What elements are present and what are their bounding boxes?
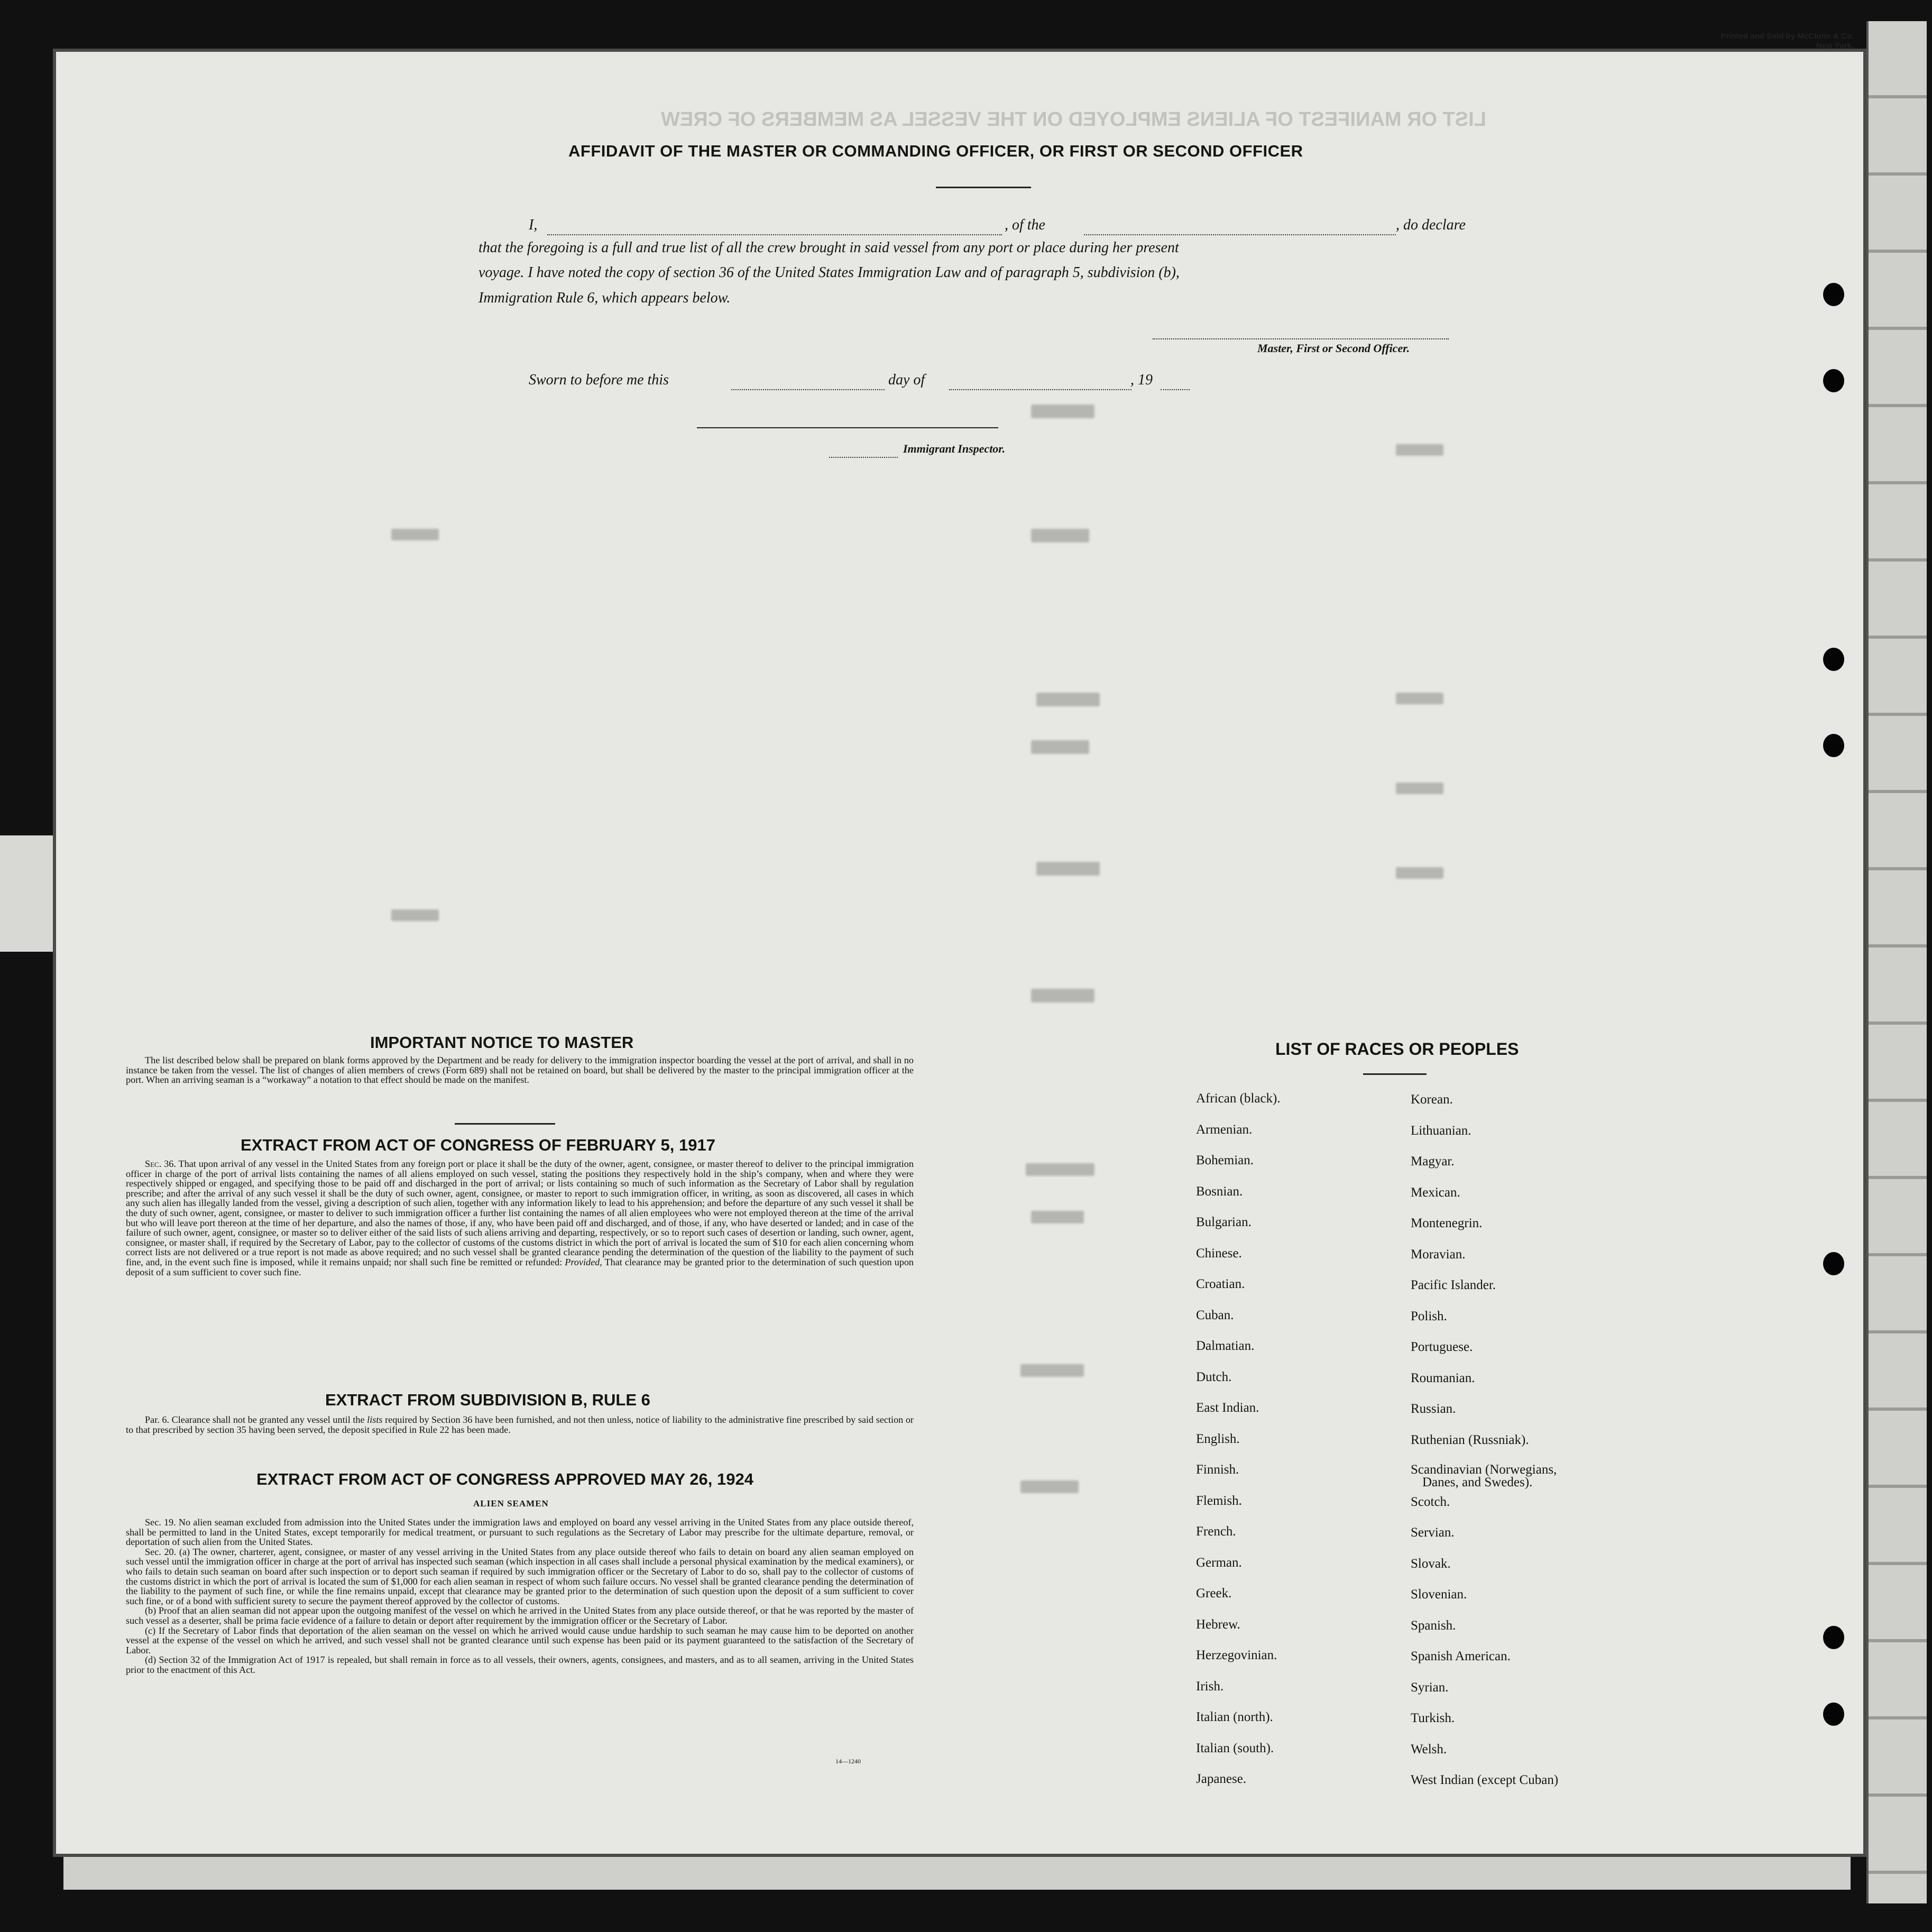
race-label: Chinese. [1196,1246,1242,1261]
sworn-year-field[interactable] [1161,389,1190,390]
vessel-name-field[interactable] [1084,234,1396,235]
race-item [1411,1618,1558,1650]
punch-hole [1823,1703,1844,1726]
race-label: Dalmatian. [1196,1339,1255,1353]
race-item [1411,1557,1558,1588]
declare-do-declare-label: , do declare [1396,217,1466,233]
race-label: Irish. [1196,1679,1224,1694]
race-label: Cuban. [1196,1308,1234,1322]
sworn-day-field[interactable] [731,389,885,390]
race-item [1411,1525,1558,1557]
race-item [1196,1462,1281,1494]
race-label: Magyar. [1411,1154,1455,1169]
race-label: Bohemian. [1196,1153,1254,1167]
extract-1924-sec20c-text: (c) If the Secretary of Labor finds that deportation of the alien seaman on the vessel on which he arrived would cause undue hardship to such seaman he may cause him to be deported on another vessel at the expense of the vessel on which he arrived, and such vessel shall not be granted clearance until such expense has been paid or its payment guaranteed to the satisfaction of the Secretary of Labor. [126,1625,914,1655]
race-item [1196,1617,1281,1649]
race-item [1196,1246,1281,1277]
declare-i-label: I, [529,217,538,233]
ghost-header-bleed-through: LIST OR MANIFEST OF ALIENS EMPLOYED ON THE VESSEL AS MEMBERS OF CREW [661,108,1486,131]
declaration-line-1: that the foregoing is a full and true list of all the crew brought in said vessel from any port or place during her present [479,240,1179,256]
race-item [1411,1711,1558,1742]
race-item [1411,1649,1558,1680]
extract-1924-sec20b [126,1606,914,1625]
form-number: 14—1240 [835,1758,861,1765]
punch-hole [1823,1252,1844,1275]
race-label: East Indian. [1196,1401,1259,1415]
inspector-label: Immigrant Inspector. [903,442,1006,455]
race-item [1196,1091,1281,1123]
race-item [1196,1432,1281,1463]
declaration-line-2: voyage. I have noted the copy of section 36 of the United States Immigration Law and of paragraph 5, subdivision (b), [479,264,1180,281]
extract-rule6-text-b: required by Section 36 have been furnished, and not then unless, notice of liability to the administrative fine prescribed by said section or to that prescribed by section 35 having been served, the deposit specified in Rule 22 has been made. [126,1414,914,1435]
race-label: Italian (north). [1196,1710,1273,1724]
race-item [1411,1124,1558,1155]
affidavit-title: AFFIDAVIT OF THE MASTER OR COMMANDING OFFICER, OR FIRST OR SECOND OFFICER [568,142,1303,160]
declare-of-the-label: , of the [1005,217,1045,233]
race-label: Bulgarian. [1196,1215,1252,1229]
race-label: African (black). [1196,1091,1281,1106]
punch-hole [1823,283,1844,306]
section-divider [455,1123,555,1125]
race-item [1411,1309,1558,1340]
race-label: Bosnian. [1196,1184,1243,1199]
extract-1917-body: That upon arrival of any vessel in the United States from any foreign port or place it shall be the duty of the owner, agent, consignee, or master thereof to deliver to the principal immigration officer in charge of the port of arrival lists containing the names of all aliens employed on such vessel, stating the positions they respectively hold in the ship’s company, when and where they were respectively shipped or engaged, and specifying those to be paid off and discharged in the port of arrival; or lists containing so much of such information as the Secretary of Labor shall by regulation prescribe; and after the arrival of any such vessel it shall be the duty of such owner, agent, consignee, or master to report to such immigration officer, in writing, as soon as discovered, all cases in which any such alien has illegally landed from the vessel, giving a description of such alien, together with any information likely to lead to his apprehension; and before the departure of any such vessel it shall be the duty of such owner, agent, consignee, or master to deliver to such immigration officer a further list containing the names of all alien employees who were not employed thereon at the time of the arrival but who will leave port thereon at the time of her departure, and also the names of those, if any, who have been paid off and discharged, and of those, if any, who have deserted or landed; and in case of the failure of such owner, agent, consignee, or master so to deliver either of the said lists of such aliens arriving and departing, respectively, or so to report such cases of desertion or landing, such owner, agent, consignee, or master shall, if required by the Secretary of Labor, pay to the collector of customs of the customs district in which the port of arrival is located the sum of $10 for each alien concerning whom correct lists are not delivered or a true report is not made as above required; and no such vessel shall be granted clearance pending the determination of the question of the liability to the payment of such fine, and, in the event such fine is imposed, while it remains unpaid; nor shall such fine be remitted or refunded: [126,1158,914,1267]
underlying-sheet-edge [1866,21,1927,1903]
extract-1924-sec20a [126,1547,914,1606]
race-item [1411,1587,1558,1618]
sworn-label: Sworn to before me this [529,372,669,388]
race-label: Syrian. [1411,1680,1449,1695]
race-label: German. [1196,1555,1242,1570]
race-item [1196,1556,1281,1587]
race-label: Italian (south). [1196,1741,1274,1755]
race-item [1411,1371,1558,1402]
race-item [1196,1184,1281,1216]
extract-1917-section-number: Sec. 36. [145,1158,176,1169]
race-item [1411,1092,1558,1124]
race-label: Spanish. [1411,1618,1456,1633]
extract-1917-proviso-word: Provided, [565,1256,602,1267]
extract-1917-text [126,1159,914,1277]
race-label: Montenegrin. [1411,1216,1483,1230]
race-item [1196,1710,1281,1741]
race-item [1196,1153,1281,1184]
inspector-signature-field[interactable] [697,427,998,428]
races-title: LIST OF RACES OR PEOPLES [1275,1039,1519,1059]
race-label: Scotch. [1411,1494,1450,1509]
punch-hole [1823,648,1844,671]
race-label: Slovenian. [1411,1587,1467,1602]
extract-rule6-text-a: Par. 6. Clearance shall not be granted any vessel until the [145,1414,365,1425]
punch-hole [1823,1626,1844,1649]
race-label: Finnish. [1196,1462,1239,1477]
race-label: Dutch. [1196,1369,1232,1384]
race-label: Russian. [1411,1402,1456,1416]
race-item [1411,1340,1558,1371]
extract-1917-proviso: That clearance may be granted prior to the determination of such question upon deposit of a sum sufficient to cover such fine. [126,1256,914,1277]
race-item [1411,1773,1558,1804]
extract-1924-sec19-text: Sec. 19. No alien seaman excluded from admission into the United States under the immigration laws and employed on board any vessel arriving in the United States from any place outside thereof, shall be permitted to land in the United States, except temporarily for medical treatment, or pursuant to such regulations as the Secretary of Labor may prescribe for the ultimate departure, removal, or deportation of such alien from the United States. [126,1517,914,1548]
race-label: Slovak. [1411,1556,1451,1571]
extract-rule6-text [126,1415,914,1434]
race-label: Polish. [1411,1309,1447,1323]
extract-1924-sec19 [126,1517,914,1547]
race-item [1196,1308,1281,1339]
race-item [1196,1741,1281,1772]
notice-text [126,1055,914,1085]
extract-rule6-title: EXTRACT FROM SUBDIVISION B, RULE 6 [325,1391,650,1409]
race-item [1411,1216,1558,1247]
race-label: Moravian. [1411,1247,1466,1262]
race-label: Hebrew. [1196,1617,1240,1632]
race-item [1411,1495,1558,1526]
race-item [1196,1679,1281,1710]
race-item [1196,1339,1281,1370]
race-item [1196,1277,1281,1308]
race-label: Croatian. [1196,1277,1245,1291]
race-item [1196,1524,1281,1556]
race-label: French. [1196,1524,1236,1539]
race-label: Scandinavian (Norwegians, [1411,1462,1557,1477]
race-item [1196,1401,1281,1432]
extract-1924-body [126,1517,914,1675]
extract-1924-sec20b-text: (b) Proof that an alien seaman did not appear upon the outgoing manifest of the vessel on which he arrived in the United States from any place outside thereof, or that he was reported by the master of such vessel as a deserter, shall be prima facie evidence of a failure to detain or deport after requirement by the immigration officer or the Secretary of Labor. [126,1605,914,1626]
race-label: Armenian. [1196,1122,1253,1137]
race-item [1411,1278,1558,1309]
extract-1924-sec20c [126,1626,914,1655]
sworn-month-field[interactable] [949,389,1131,390]
extract-1924-sec20a-text: Sec. 20. (a) The owner, charterer, agent, consignee, or master of any vessel arriving in the United States from any place outside thereof who fails to detain on board any alien seaman employed on such vessel until the immigration officer in charge at the port of arrival has inspected such seaman (which inspection in all cases shall include a personal physical examination by the medical examiners), or who fails to detain such seaman on board after such inspection or to deport such seaman if required by such immigration officer or the Secretary of Labor to do so, shall pay to the collector of customs of the customs district in which the port of arrival is located the sum of $1,000 for each alien seaman in respect of whom such failure occurs. No vessel shall be granted clearance pending the determination of the liability to the payment of such fine, or while the fine remains unpaid, except that clearance may be granted prior to the determination of such question upon the deposit of a sum sufficient to cover such fine, or of a bond with sufficient surety to secure the payment thereof approved by the collector of customs. [126,1546,914,1606]
race-label: Korean. [1411,1092,1453,1107]
race-label: Pacific Islander. [1411,1278,1496,1292]
race-label: Roumanian. [1411,1370,1475,1385]
race-item [1196,1370,1281,1401]
race-item [1411,1402,1558,1433]
notice-text-body: The list described below shall be prepared on blank forms approved by the Department and be ready for delivery to the immigration inspector boarding the vessel at the port of arrival, and shall in no instance be taken from the vessel. The list of changes of alien members of crews (Form 689) shall not be retained on board, but shall be delivered by the master to the principal immigration officer at the port. When an arriving seaman is a “workaway” a notation to that effect should be made on the manifest. [126,1055,914,1085]
race-label: Lithuanian. [1411,1123,1471,1138]
printer-imprint-line-2: New York. [1816,41,1854,50]
sworn-day-of-label: day of [888,372,925,388]
race-label: Japanese. [1196,1772,1247,1786]
race-label: Spanish American. [1411,1649,1511,1663]
punch-hole [1823,734,1844,757]
race-label: Ruthenian (Russniak). [1411,1432,1529,1447]
races-column-2 [1411,1092,1558,1804]
race-label: Greek. [1196,1586,1232,1600]
punch-hole [1823,369,1844,392]
inspector-signature-leader [829,457,898,458]
race-item [1196,1586,1281,1617]
race-label: Servian. [1411,1525,1455,1540]
race-label-continuation: Danes, and Swedes). [1422,1475,1533,1489]
officer-signature-field[interactable] [1153,338,1449,339]
extract-1924-subtitle: ALIEN SEAMEN [473,1498,549,1508]
officer-signature-label: Master, First or Second Officer. [1257,342,1410,355]
title-divider [936,187,1031,188]
race-label: Flemish. [1196,1493,1242,1508]
declaration-line-3: Immigration Rule 6, which appears below. [479,290,731,306]
race-item [1411,1433,1558,1464]
races-divider [1363,1073,1427,1075]
race-item [1196,1123,1281,1154]
declarant-name-field[interactable] [547,234,1002,235]
race-label: Turkish. [1411,1711,1455,1725]
race-label: Welsh. [1411,1742,1447,1756]
race-item [1196,1494,1281,1525]
race-label: Mexican. [1411,1185,1460,1200]
printer-imprint-line-1: Printed and Sold by McClunn & Co. [1721,32,1854,41]
race-item [1411,1742,1558,1773]
race-item [1411,1154,1558,1185]
races-column-1 [1196,1091,1281,1803]
extract-1917-title: EXTRACT FROM ACT OF CONGRESS OF FEBRUARY 5, 1917 [241,1136,715,1154]
extract-1924-title: EXTRACT FROM ACT OF CONGRESS APPROVED MAY 26, 1924 [256,1470,753,1488]
race-item [1196,1648,1281,1679]
race-item [1411,1464,1558,1495]
extract-1924-sec20d [126,1655,914,1675]
race-label: Herzegovinian. [1196,1648,1277,1662]
race-item [1411,1680,1558,1712]
printer-imprint [1721,32,1854,51]
race-item [1196,1215,1281,1246]
extract-rule6-lists-word: lists [367,1414,383,1425]
race-label: English. [1196,1431,1240,1446]
race-item [1411,1185,1558,1217]
sworn-year-prefix: , 19 [1130,372,1153,388]
race-label: Portuguese. [1411,1340,1473,1354]
notice-title: IMPORTANT NOTICE TO MASTER [370,1033,634,1052]
race-label: West Indian (except Cuban) [1411,1773,1559,1787]
race-item [1196,1772,1281,1803]
race-item [1411,1247,1558,1278]
extract-1924-sec20d-text: (d) Section 32 of the Immigration Act of 1917 is repealed, but shall remain in force as to all vessels, their owners, agents, consignees, and masters, and as to all seamen, arriving in the United States prior to the enactment of this Act. [126,1654,914,1675]
